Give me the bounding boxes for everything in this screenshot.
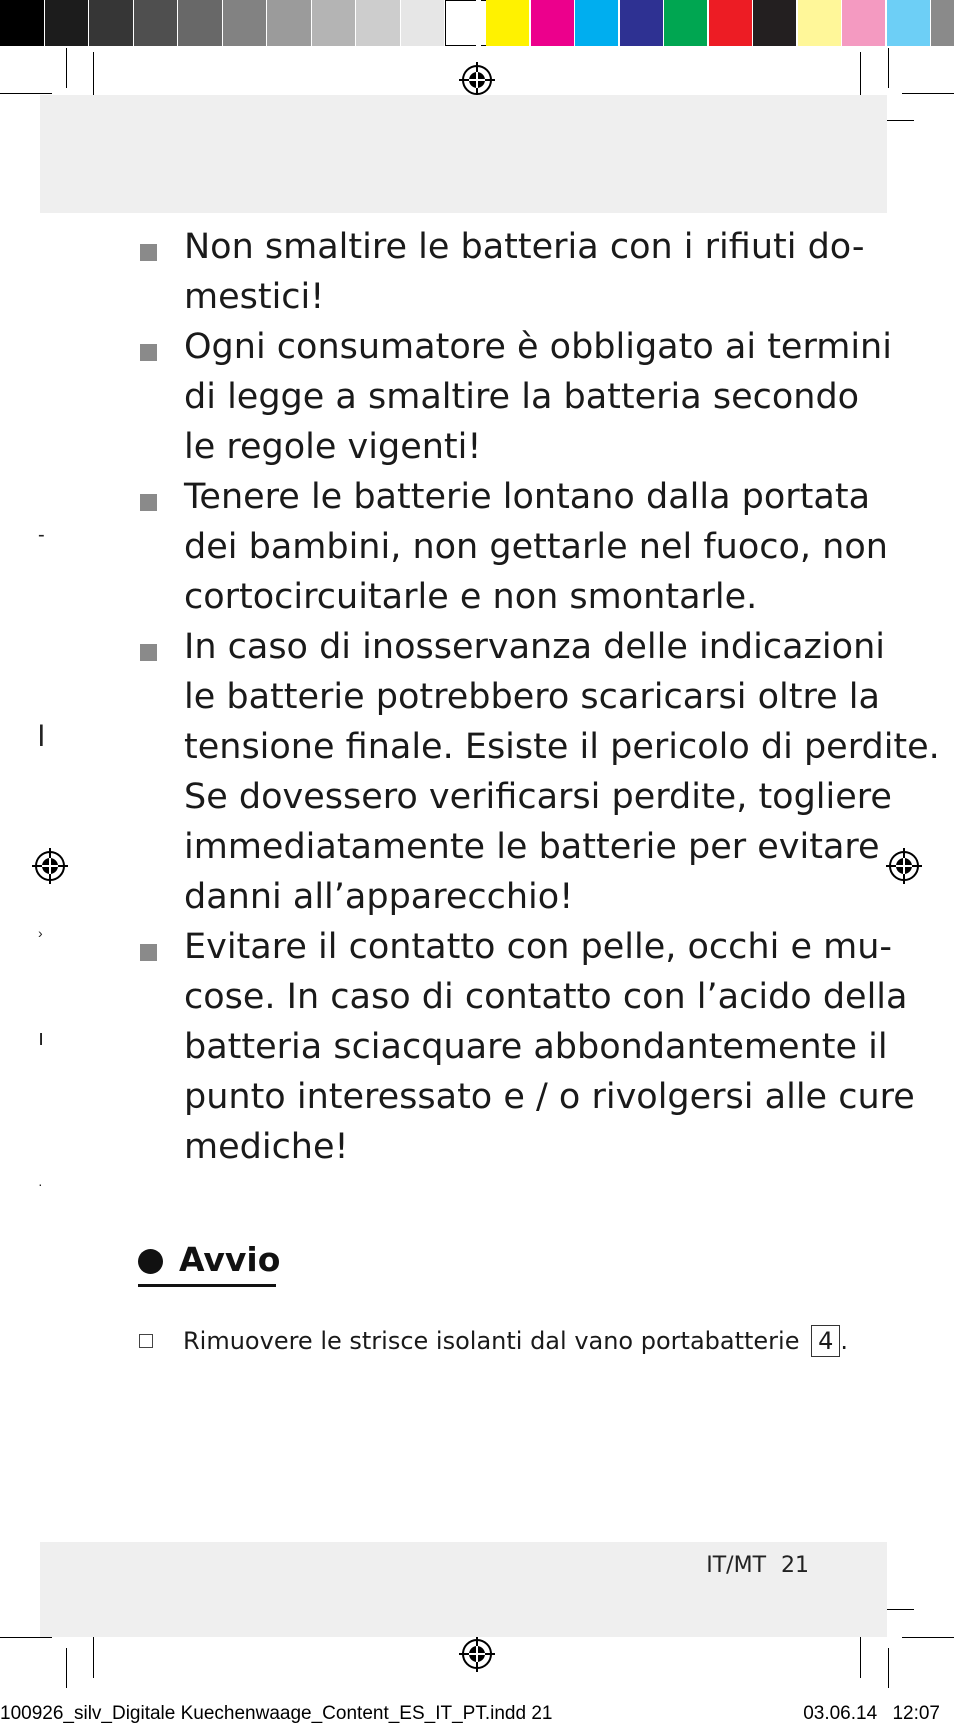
bullet-line: Ogni consumatore è obbligato ai termini bbox=[184, 327, 892, 367]
bullet-line: le regole vigenti! bbox=[184, 427, 482, 467]
section-title: Avvio bbox=[179, 1240, 281, 1279]
bullet-line: danni all’apparecchio! bbox=[184, 877, 574, 917]
crop-mark bbox=[902, 93, 954, 94]
crop-mark bbox=[0, 1637, 52, 1638]
crop-mark bbox=[888, 1648, 889, 1688]
square-bullet-icon bbox=[140, 944, 157, 961]
registration-mark-icon bbox=[884, 846, 924, 886]
registration-mark-icon bbox=[457, 1634, 497, 1674]
bullet-line: immediatamente le batterie per evitare bbox=[184, 827, 880, 867]
crop-mark bbox=[0, 93, 52, 94]
color-swatch bbox=[575, 0, 618, 46]
square-bullet-icon bbox=[140, 344, 157, 361]
bullet-line: Non smaltire le batteria con i rifiuti do- bbox=[184, 227, 865, 267]
bullet-line: Evitare il contatto con pelle, occhi e mu- bbox=[184, 927, 893, 967]
gray-swatch bbox=[223, 0, 267, 46]
bullet-line: di legge a smaltire la batteria secondo bbox=[184, 377, 860, 417]
gray-swatch bbox=[134, 0, 178, 46]
margin-glyph: ı bbox=[38, 1025, 45, 1050]
bullet-line: le batterie potrebbero scaricarsi oltre la bbox=[184, 677, 880, 717]
step-text bbox=[183, 1325, 848, 1357]
color-swatch bbox=[798, 0, 841, 46]
bullet-line: cortocircuitarle e non smontarle. bbox=[184, 577, 758, 617]
registration-mark-icon bbox=[30, 846, 70, 886]
gray-swatch bbox=[267, 0, 311, 46]
color-calibration-bar bbox=[0, 0, 954, 46]
registration-mark-icon bbox=[457, 60, 497, 100]
margin-glyph: l bbox=[38, 720, 45, 753]
slug-filename: 100926_silv_Digitale Kuechenwaage_Content_ES_IT_PT.indd 21 bbox=[0, 1703, 553, 1724]
color-swatch bbox=[887, 0, 930, 46]
step-suffix: . bbox=[840, 1327, 849, 1355]
slug-datetime: 03.06.14 12:07 bbox=[803, 1703, 940, 1724]
bullet-line: Tenere le batterie lontano dalla portata bbox=[184, 477, 871, 517]
margin-glyph: - bbox=[38, 524, 45, 546]
color-bar-gap bbox=[476, 0, 481, 50]
bullet-line: tensione finale. Esiste il pericolo di perdite. bbox=[184, 727, 940, 767]
color-swatch bbox=[531, 0, 574, 46]
margin-glyph: · bbox=[38, 1176, 43, 1192]
step-text-main: Rimuovere le strisce isolanti dal vano portabatterie bbox=[183, 1327, 808, 1355]
instruction-step bbox=[139, 1325, 848, 1357]
bullet-item bbox=[136, 922, 915, 1172]
section-underline bbox=[138, 1284, 276, 1287]
color-swatch bbox=[931, 0, 954, 46]
gray-swatch bbox=[0, 0, 44, 46]
square-bullet-icon bbox=[140, 494, 157, 511]
header-band bbox=[40, 95, 887, 213]
gray-swatch bbox=[356, 0, 400, 46]
square-bullet-icon bbox=[140, 644, 157, 661]
gray-swatch bbox=[445, 0, 489, 46]
color-swatch bbox=[842, 0, 885, 46]
bullet-item bbox=[136, 222, 865, 322]
part-reference: 4 bbox=[811, 1325, 840, 1357]
gray-swatch bbox=[45, 0, 89, 46]
gray-swatch bbox=[312, 0, 356, 46]
section-heading bbox=[138, 1240, 280, 1283]
gray-swatch bbox=[89, 0, 133, 46]
page-number: IT/MT 21 bbox=[706, 1553, 809, 1578]
margin-glyph: › bbox=[38, 925, 43, 941]
color-swatch bbox=[753, 0, 796, 46]
bullet-item bbox=[136, 322, 892, 472]
checkbox-square-icon bbox=[139, 1334, 153, 1348]
color-swatch bbox=[664, 0, 707, 46]
crop-mark bbox=[888, 48, 889, 88]
bullet-line: Se dovessero verificarsi perdite, togliere bbox=[184, 777, 892, 817]
battery-warnings-list bbox=[136, 222, 940, 1172]
color-swatch bbox=[486, 0, 529, 46]
bullet-item bbox=[136, 622, 940, 922]
bullet-line: punto interessato e / o rivolgersi alle cure bbox=[184, 1077, 915, 1117]
color-swatch bbox=[620, 0, 663, 46]
bullet-line: batteria sciacquare abbondantemente il bbox=[184, 1027, 888, 1067]
bullet-line: dei bambini, non gettarle nel fuoco, non bbox=[184, 527, 888, 567]
bullet-item bbox=[136, 472, 888, 622]
bullet-line: mestici! bbox=[184, 277, 325, 317]
square-bullet-icon bbox=[140, 244, 157, 261]
crop-mark bbox=[66, 1648, 67, 1688]
crop-mark bbox=[66, 48, 67, 88]
bullet-line: cose. In caso di contatto con l’acido della bbox=[184, 977, 908, 1017]
color-swatch bbox=[709, 0, 752, 46]
gray-swatch bbox=[401, 0, 445, 46]
bullet-dot-icon bbox=[138, 1249, 163, 1274]
bullet-line: mediche! bbox=[184, 1127, 349, 1167]
crop-mark bbox=[902, 1637, 954, 1638]
gray-swatch bbox=[178, 0, 222, 46]
bullet-line: In caso di inosservanza delle indicazioni bbox=[184, 627, 885, 667]
